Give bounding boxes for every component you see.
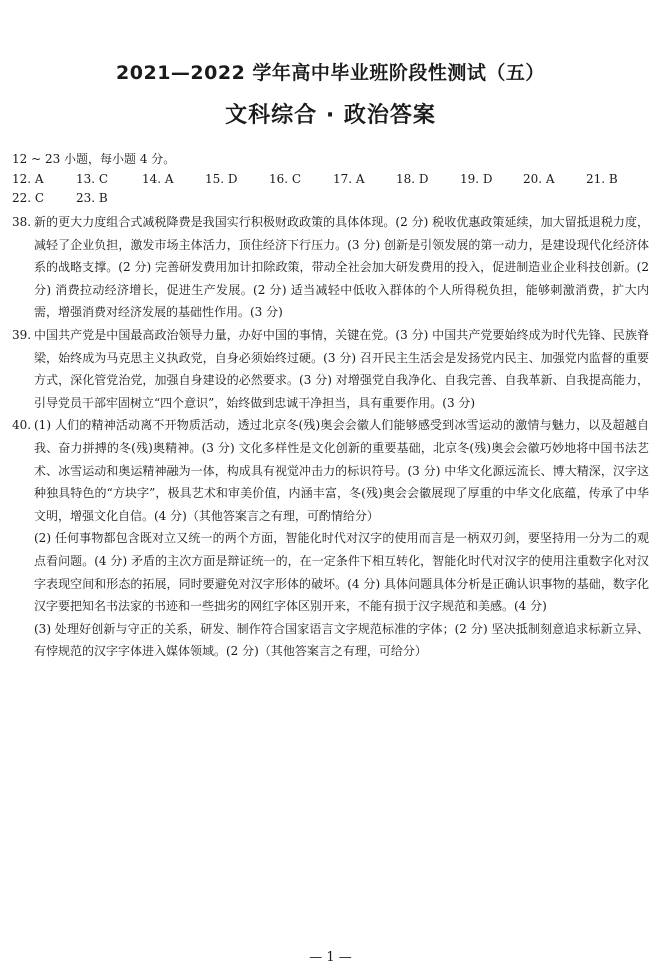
mc-answer: 17. A — [333, 172, 365, 186]
mc-answer: 13. C — [76, 172, 109, 186]
mc-answer: 19. D — [460, 172, 493, 186]
exam-subtitle: 文科综合 · 政治答案 — [225, 103, 436, 128]
question-39 — [12, 324, 649, 414]
question-number: 40. — [12, 418, 32, 433]
mc-answer: 21. B — [586, 172, 618, 186]
mc-answer: 14. A — [142, 172, 174, 186]
question-40-part-1: (1) 人们的精神活动离不开物质活动，透过北京冬(残)奥会会徽人们能够感受到冰雪运动的激情与魅力，以及超越自我、奋力拼搏的冬(残)奥精神。(3 分) 文化多样性是文化创新的重要基础，北京冬(残)奥会会徽巧妙地将中国书法艺术、冰雪运动和奥运精神融为一体，构成具有视觉冲击力的标识符号。(3 分) 中华文化源远流长、博大精深，汉字这种独具特色的“方块字”，极具艺术和审美价值，内涵丰富，冬(残)奥会会徽展现了厚重的中华文化底蕴，传承了中华文明，增强文化自信。(4 分)（其他答案言之有理，可酌情给分） — [34, 418, 649, 523]
question-38 — [12, 211, 649, 324]
mc-answer: 16. C — [269, 172, 302, 186]
question-40-part-3: (3) 处理好创新与守正的关系，研发、制作符合国家语言文字规范标准的字体；(2 分) 坚决抵制刻意追求标新立异、有悖规范的汉字字体进入媒体领域。(2 分)（其他答案言之有理，可给分） — [34, 621, 649, 659]
question-answer-text: 新的更大力度组合式减税降费是我国实行积极财政政策的具体体现。(2 分) 税收优惠政策延续，加大留抵退税力度，减轻了企业负担，激发市场主体活力，顶住经济下行压力。(3 分) 创新是引领发展的第一动力，是建设现代化经济体系的战略支撑。(2 分) 完善研发费用加计扣除政策，带动全社会加大研发费用的投入，促进制造业企业科技创新。(2 分) 消费拉动经济增长，促进生产发展。(2 分) 适当减轻中低收入群体的个人所得税负担，能够刺激消费，扩大内需，增强消费对经济发展的基础性作用。(3 分) — [34, 215, 649, 320]
question-40 — [12, 414, 649, 527]
mc-scoring-note: 12 ~ 23 小题，每小题 4 分。 — [12, 152, 176, 166]
question-answer-text: 中国共产党是中国最高政治领导力量，办好中国的事情，关键在党。(3 分) 中国共产党要始终成为时代先锋、民族脊梁，始终成为马克思主义执政党，自身必须始终过硬。(3 分) 召开民主生活会是发扬党内民主、加强党内监督的重要方式，深化管党治党，加强自身建设的必然要求。(3 分) 对增强党自我净化、自我完善、自我革新、自我提高能力，引导党员干部牢固树立“四个意识”，始终做到忠诚干净担当，具有重要作用。(3 分) — [34, 327, 649, 410]
mc-answer: 20. A — [523, 172, 555, 186]
exam-title: 2021—2022 学年高中毕业班阶段性测试（五） — [116, 62, 545, 84]
question-number: 38. — [12, 215, 32, 229]
mc-answer: 22. C — [12, 191, 45, 205]
mc-answer-row-2 — [12, 191, 652, 209]
mc-answer: 18. D — [396, 172, 429, 186]
mc-answer: 12. A — [12, 172, 44, 186]
page-number: — 1 — — [309, 950, 352, 965]
mc-answer: 15. D — [205, 172, 238, 186]
mc-answer: 23. B — [76, 191, 108, 205]
question-40-part-2: (2) 任何事物都包含既对立又统一的两个方面，智能化时代对汉字的使用而言是一柄双刃剑，要坚持用一分为二的观点看问题。(4 分) 矛盾的主次方面是辩证统一的，在一定条件下相互转化，智能化时代对汉字的使用注重数字化对汉字表现空间和形态的拓展，同时要避免对汉字形体的破坏。(4 分) 具体问题具体分析是正确认识事物的基础，数字化汉字要把知名书法家的书迹和一些拙劣的网红字体区别开来，不能有损于汉字规范和美感。(4 分) — [34, 531, 649, 614]
answer-body — [12, 211, 649, 663]
question-number: 39. — [12, 327, 32, 342]
mc-answer-row-1 — [12, 172, 652, 190]
